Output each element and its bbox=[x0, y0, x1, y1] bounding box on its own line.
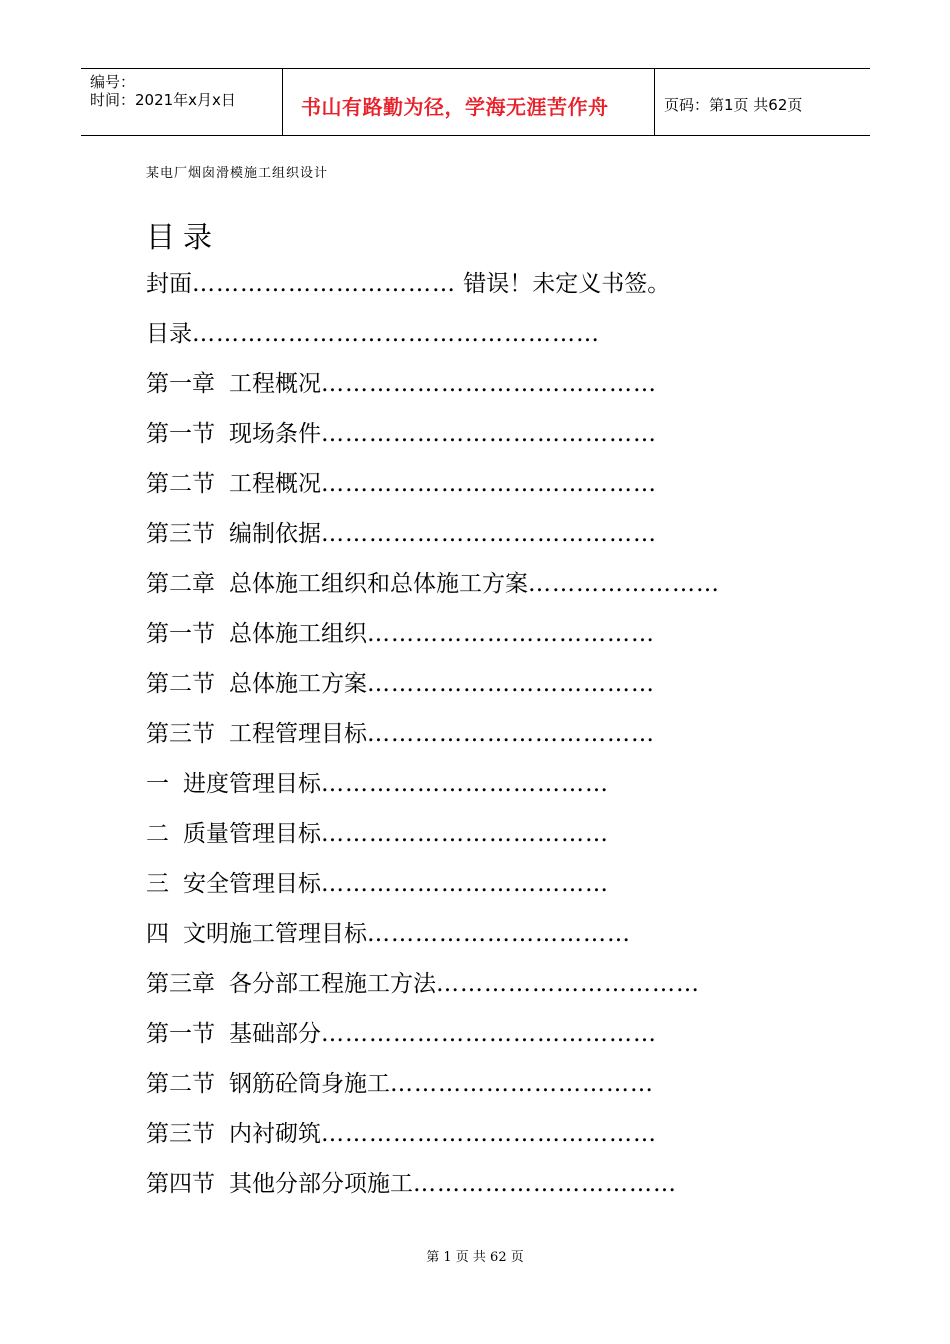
table-of-contents bbox=[146, 264, 720, 1214]
toc-entry-number: 第一章 bbox=[146, 371, 215, 397]
toc-entry[interactable] bbox=[146, 264, 720, 314]
toc-entry-number: 三 bbox=[146, 871, 169, 897]
toc-leader-dots: ……………………………… bbox=[367, 621, 655, 647]
toc-entry[interactable] bbox=[146, 614, 720, 664]
toc-entry-text: 安全管理目标 bbox=[183, 871, 321, 897]
toc-leader-dots: …………………………………… bbox=[321, 471, 657, 497]
toc-entry-number: 第一节 bbox=[146, 421, 215, 447]
toc-entry-text: 各分部工程施工方法 bbox=[229, 971, 436, 997]
toc-entry-number: 第四节 bbox=[146, 1171, 215, 1197]
toc-entry-text: 钢筋砼筒身施工 bbox=[229, 1071, 390, 1097]
toc-entry-text: 内衬砌筑 bbox=[229, 1121, 321, 1147]
document-header bbox=[81, 68, 870, 136]
toc-entry-number: 第三节 bbox=[146, 1121, 215, 1147]
toc-leader-dots: …………………………… bbox=[390, 1071, 654, 1097]
toc-entry-text: 基础部分 bbox=[229, 1021, 321, 1047]
page-info: 页码：第1页 共62页 bbox=[664, 96, 803, 114]
toc-entry-text: 封面 bbox=[146, 271, 192, 297]
toc-entry[interactable] bbox=[146, 914, 720, 964]
toc-leader-dots: …………………………………… bbox=[321, 1021, 657, 1047]
toc-entry-text: 其他分部分项施工 bbox=[229, 1171, 413, 1197]
toc-leader-dots: …………………………………………… bbox=[192, 321, 600, 347]
toc-entry-number: 第二节 bbox=[146, 1071, 215, 1097]
toc-entry[interactable] bbox=[146, 964, 720, 1014]
toc-error-text: 错误！未定义书签。 bbox=[456, 271, 671, 297]
toc-entry-text: 工程管理目标 bbox=[229, 721, 367, 747]
toc-leader-dots: …………………… bbox=[528, 571, 720, 597]
toc-entry-number: 第一节 bbox=[146, 1021, 215, 1047]
toc-entry-text: 文明施工管理目标 bbox=[183, 921, 367, 947]
toc-entry-number: 第二节 bbox=[146, 471, 215, 497]
toc-leader-dots: …………………………………… bbox=[321, 521, 657, 547]
toc-entry-text: 总体施工组织 bbox=[229, 621, 367, 647]
toc-leader-dots: ……………………………… bbox=[367, 721, 655, 747]
toc-entry[interactable] bbox=[146, 464, 720, 514]
toc-entry[interactable] bbox=[146, 1064, 720, 1114]
date-label: 时间：2021年x月x日 bbox=[90, 91, 236, 109]
toc-entry[interactable] bbox=[146, 1164, 720, 1214]
toc-entry-text: 现场条件 bbox=[229, 421, 321, 447]
toc-leader-dots: ……………………………… bbox=[367, 671, 655, 697]
toc-entry-text: 工程概况 bbox=[229, 471, 321, 497]
toc-leader-dots: ……………………………… bbox=[321, 771, 609, 797]
header-motto-cell bbox=[283, 69, 655, 135]
toc-entry-number: 第三章 bbox=[146, 971, 215, 997]
toc-leader-dots: …………………………… bbox=[367, 921, 631, 947]
toc-entry-text: 编制依据 bbox=[229, 521, 321, 547]
toc-entry-text: 进度管理目标 bbox=[183, 771, 321, 797]
toc-entry-number: 一 bbox=[146, 771, 169, 797]
toc-leader-dots: ……………………………… bbox=[321, 871, 609, 897]
toc-entry[interactable] bbox=[146, 664, 720, 714]
toc-leader-dots: ……………………………… bbox=[321, 821, 609, 847]
toc-entry[interactable] bbox=[146, 514, 720, 564]
header-page-cell bbox=[655, 69, 870, 135]
toc-entry[interactable] bbox=[146, 714, 720, 764]
toc-entry-number: 第三节 bbox=[146, 721, 215, 747]
toc-entry[interactable] bbox=[146, 1114, 720, 1164]
toc-leader-dots: …………………………… bbox=[192, 271, 456, 297]
toc-leader-dots: …………………………… bbox=[413, 1171, 677, 1197]
header-left-cell bbox=[81, 69, 283, 135]
toc-entry-number: 第一节 bbox=[146, 621, 215, 647]
number-label: 编号： bbox=[90, 73, 136, 91]
document-title: 某电厂烟囱滑模施工组织设计 bbox=[146, 166, 329, 181]
page-footer: 第 1 页 共 62 页 bbox=[426, 1250, 524, 1265]
toc-leader-dots: …………………………………… bbox=[321, 1121, 657, 1147]
toc-entry[interactable] bbox=[146, 1014, 720, 1064]
toc-entry-number: 第三节 bbox=[146, 521, 215, 547]
toc-leader-dots: …………………………… bbox=[436, 971, 700, 997]
toc-entry[interactable] bbox=[146, 364, 720, 414]
toc-entry-text: 工程概况 bbox=[229, 371, 321, 397]
toc-entry-number: 二 bbox=[146, 821, 169, 847]
toc-heading: 目录 bbox=[146, 220, 221, 254]
motto-text: 书山有路勤为径，学海无涯苦作舟 bbox=[301, 95, 609, 119]
toc-entry[interactable] bbox=[146, 864, 720, 914]
toc-leader-dots: …………………………………… bbox=[321, 421, 657, 447]
toc-entry[interactable] bbox=[146, 564, 720, 614]
toc-entry[interactable] bbox=[146, 414, 720, 464]
toc-entry-number: 第二节 bbox=[146, 671, 215, 697]
toc-entry-number: 第二章 bbox=[146, 571, 215, 597]
toc-entry-text: 总体施工组织和总体施工方案 bbox=[229, 571, 528, 597]
toc-entry-text: 质量管理目标 bbox=[183, 821, 321, 847]
toc-entry-text: 目录 bbox=[146, 321, 192, 347]
toc-entry[interactable] bbox=[146, 314, 720, 364]
toc-leader-dots: …………………………………… bbox=[321, 371, 657, 397]
toc-entry-text: 总体施工方案 bbox=[229, 671, 367, 697]
toc-entry-number: 四 bbox=[146, 921, 169, 947]
toc-entry[interactable] bbox=[146, 764, 720, 814]
toc-entry[interactable] bbox=[146, 814, 720, 864]
